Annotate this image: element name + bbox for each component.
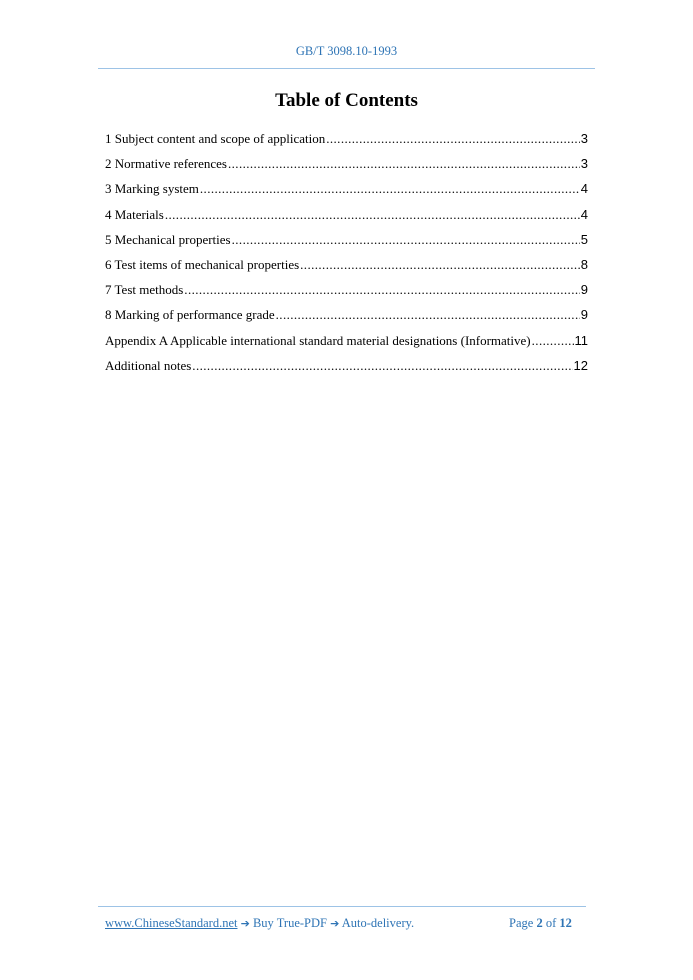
header-divider: [98, 68, 595, 69]
toc-entry-page: 12: [573, 357, 588, 373]
toc-entry-test-items[interactable]: [105, 252, 588, 277]
of-label: of: [545, 916, 557, 930]
page-label: Page: [509, 916, 534, 930]
buy-true-pdf-text: Buy True-PDF: [252, 916, 327, 930]
toc-entry-label: 7 Test methods: [105, 282, 184, 298]
header-standard-code: GB/T 3098.10-1993: [295, 44, 398, 58]
toc-dot-leader: [192, 353, 572, 378]
toc-entry-page: 11: [574, 332, 588, 348]
toc-list: [105, 126, 588, 378]
current-page-number: 2: [536, 916, 543, 930]
toc-entry-label: 6 Test items of mechanical properties: [105, 256, 300, 272]
toc-entry-label: 2 Normative references: [105, 156, 227, 172]
toc-dot-leader: [532, 328, 574, 353]
footer-divider: [98, 906, 586, 907]
footer-promo: [105, 916, 414, 931]
toc-entry-mechanical-properties[interactable]: [105, 227, 588, 252]
toc-entry-label: 8 Marking of performance grade: [105, 307, 275, 323]
toc-dot-leader: [232, 227, 580, 252]
toc-entry-label: 4 Materials: [105, 206, 164, 222]
toc-entry-subject-content[interactable]: [105, 126, 588, 151]
toc-entry-page: 9: [580, 282, 588, 298]
toc-dot-leader: [326, 126, 580, 151]
toc-entry-page: 4: [580, 206, 588, 222]
arrow-right-icon: ➔: [240, 917, 250, 930]
toc-dot-leader: [276, 302, 580, 327]
toc-entry-label: 1 Subject content and scope of application: [105, 131, 326, 146]
toc-entry-page: 3: [580, 131, 588, 146]
toc-entry-page: 5: [580, 231, 588, 247]
toc-dot-leader: [184, 277, 579, 302]
toc-entry-label: Appendix A Applicable international standard material designations (Informative): [105, 332, 531, 348]
toc-dot-leader: [228, 151, 580, 176]
page-indicator: [509, 916, 572, 931]
arrow-right-icon: ➔: [330, 917, 340, 930]
site-link[interactable]: www.ChineseStandard.net: [105, 916, 238, 930]
toc-dot-leader: [300, 252, 580, 277]
toc-dot-leader: [165, 202, 580, 227]
toc-entry-materials[interactable]: [105, 202, 588, 227]
toc-entry-label: 3 Marking system: [105, 181, 199, 197]
toc-entry-label: Additional notes: [105, 357, 192, 373]
toc-entry-normative-references[interactable]: [105, 151, 588, 176]
toc-entry-page: 8: [580, 256, 588, 272]
toc-entry-additional-notes[interactable]: [105, 353, 588, 378]
toc-entry-label: 5 Mechanical properties: [105, 231, 231, 247]
toc-entry-marking-system[interactable]: [105, 176, 588, 201]
toc-entry-performance-grade[interactable]: [105, 302, 588, 327]
toc-title: Table of Contents: [275, 90, 418, 111]
toc-entry-page: 4: [580, 181, 588, 197]
toc-dot-leader: [200, 176, 580, 201]
toc-entry-appendix-a[interactable]: [105, 328, 588, 353]
auto-delivery-text: Auto-delivery.: [341, 916, 415, 930]
toc-entry-page: 9: [580, 307, 588, 323]
total-pages-number: 12: [559, 916, 572, 930]
toc-entry-page: 3: [580, 156, 588, 172]
toc-entry-test-methods[interactable]: [105, 277, 588, 302]
